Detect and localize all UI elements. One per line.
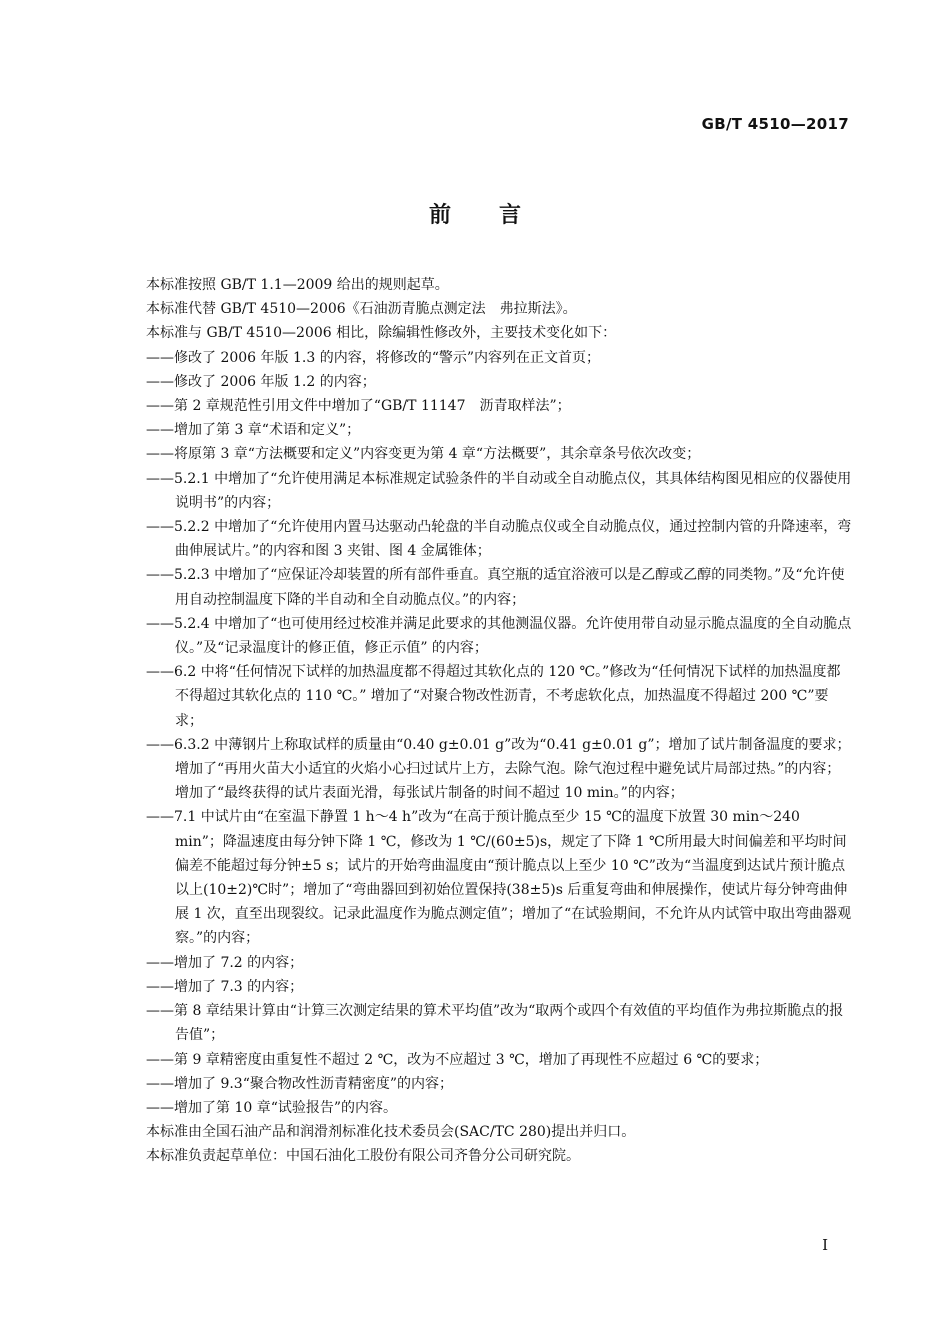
page-title: 前言 bbox=[428, 203, 569, 228]
page-number: I bbox=[822, 1236, 828, 1254]
change-item: ——6.2 中将“任何情况下试样的加热温度都不得超过其软化点的 120 ℃。”修改为“任何情况下试样的加热温度都不得超过其软化点的 110 ℃。” 增加了“对聚合物改性沥青，不考虑软化点，加热温度不得超过 200 ℃”要求； bbox=[146, 664, 841, 729]
change-item: ——7.1 中试片由“在室温下静置 1 h～4 h”改为“在高于预计脆点至少 15 ℃的温度下放置 30 min～240 min”；降温速度由每分钟下降 1 ℃，修改为 1 ℃/(60±5)s，规定了下降 1 ℃所用最大时间偏差和平均时间偏差不能超过每分钟±5 s；试片的开始弯曲温度由“预计脆点以上至少 10 ℃”改为“当温度到达试片预计脆点以上(10±2)℃时”；增加了“弯曲器回到初始位置保持(38±5)s 后重复弯曲和伸展操作，使试片每分钟弯曲伸展 1 次，直至出现裂纹。记录此温度作为脆点测定值”；增加了“在试验期间，不允许从内试管中取出弯曲器观察。”的内容； bbox=[146, 809, 852, 947]
change-item: ——修改了 2006 年版 1.2 的内容； bbox=[146, 373, 376, 390]
intro-paragraph: 本标准按照 GB/T 1.1—2009 给出的规则起草。 bbox=[146, 277, 449, 293]
change-item: ——5.2.1 中增加了“允许使用满足本标准规定试验条件的半自动或全自动脆点仪，其具体结构图见相应的仪器使用说明书”的内容； bbox=[146, 470, 852, 511]
change-item: ——6.3.2 中薄钢片上称取试样的质量由“0.40 g±0.01 g”改为“0.41 g±0.01 g”；增加了试片制备温度的要求；增加了“再用火苗大小适宜的火焰小心扫过试片上方，去除气泡。除气泡过程中避免试片局部过热。”的内容；增加了“最终获得的试片表面光滑，每张试片制备的时间不超过 10 min。”的内容； bbox=[146, 736, 851, 802]
closing-paragraph: 本标准负责起草单位：中国石油化工股份有限公司齐鲁分公司研究院。 bbox=[146, 1148, 580, 1165]
change-item: ——第 2 章规范性引用文件中增加了“GB/T 11147 沥青取样法”； bbox=[146, 398, 571, 415]
change-item: ——5.2.4 中增加了“也可使用经过校准并满足此要求的其他测温仪器。允许使用带自动显示脆点温度的全自动脆点仪。”及“记录温度计的修正值，修正示值” 的内容； bbox=[146, 615, 852, 657]
change-item: ——增加了 7.3 的内容； bbox=[146, 978, 304, 995]
standard-number: GB/T 4510—2017 bbox=[701, 115, 849, 133]
intro-paragraph: 本标准与 GB/T 4510—2006 相比，除编辑性修改外，主要技术变化如下： bbox=[146, 325, 617, 342]
change-item: ——增加了第 3 章“术语和定义”； bbox=[146, 422, 361, 439]
change-item: ——增加了第 10 章“试验报告”的内容。 bbox=[146, 1099, 398, 1116]
intro-paragraph: 本标准代替 GB/T 4510—2006《石油沥青脆点测定法 弗拉斯法》。 bbox=[146, 301, 577, 318]
change-item: ——5.2.2 中增加了“允许使用内置马达驱动凸轮盘的半自动脆点仪或全自动脆点仪，通过控制内管的升降速率，弯曲伸展试片。”的内容和图 3 夹钳、图 4 金属锥体； bbox=[146, 519, 852, 560]
change-item: ——第 8 章结果计算由“计算三次测定结果的算术平均值”改为“取两个或四个有效值的平均值作为弗拉斯脆点的报告值”； bbox=[146, 1003, 844, 1044]
closing-paragraph: 本标准由全国石油产品和润滑剂标准化技术委员会(SAC/TC 280)提出并归口。 bbox=[146, 1124, 636, 1141]
change-item: ——修改了 2006 年版 1.3 的内容，将修改的“警示”内容列在正文首页； bbox=[146, 349, 601, 366]
change-item: ——第 9 章精密度由重复性不超过 2 ℃，改为不应超过 3 ℃，增加了再现性不应超过 6 ℃的要求； bbox=[146, 1051, 769, 1068]
change-item: ——增加了 9.3“聚合物改性沥青精密度”的内容； bbox=[146, 1075, 454, 1092]
change-item: ——将原第 3 章“方法概要和定义”内容变更为第 4 章“方法概要”，其余章条号依次改变； bbox=[146, 446, 701, 463]
foreword-body bbox=[146, 273, 852, 1169]
change-item: ——增加了 7.2 的内容； bbox=[146, 954, 304, 971]
change-item: ——5.2.3 中增加了“应保证冷却装置的所有部件垂直。真空瓶的适宜浴液可以是乙醇或乙醇的同类物。”及“允许使用自动控制温度下降的半自动和全自动脆点仪。”的内容； bbox=[146, 567, 845, 608]
